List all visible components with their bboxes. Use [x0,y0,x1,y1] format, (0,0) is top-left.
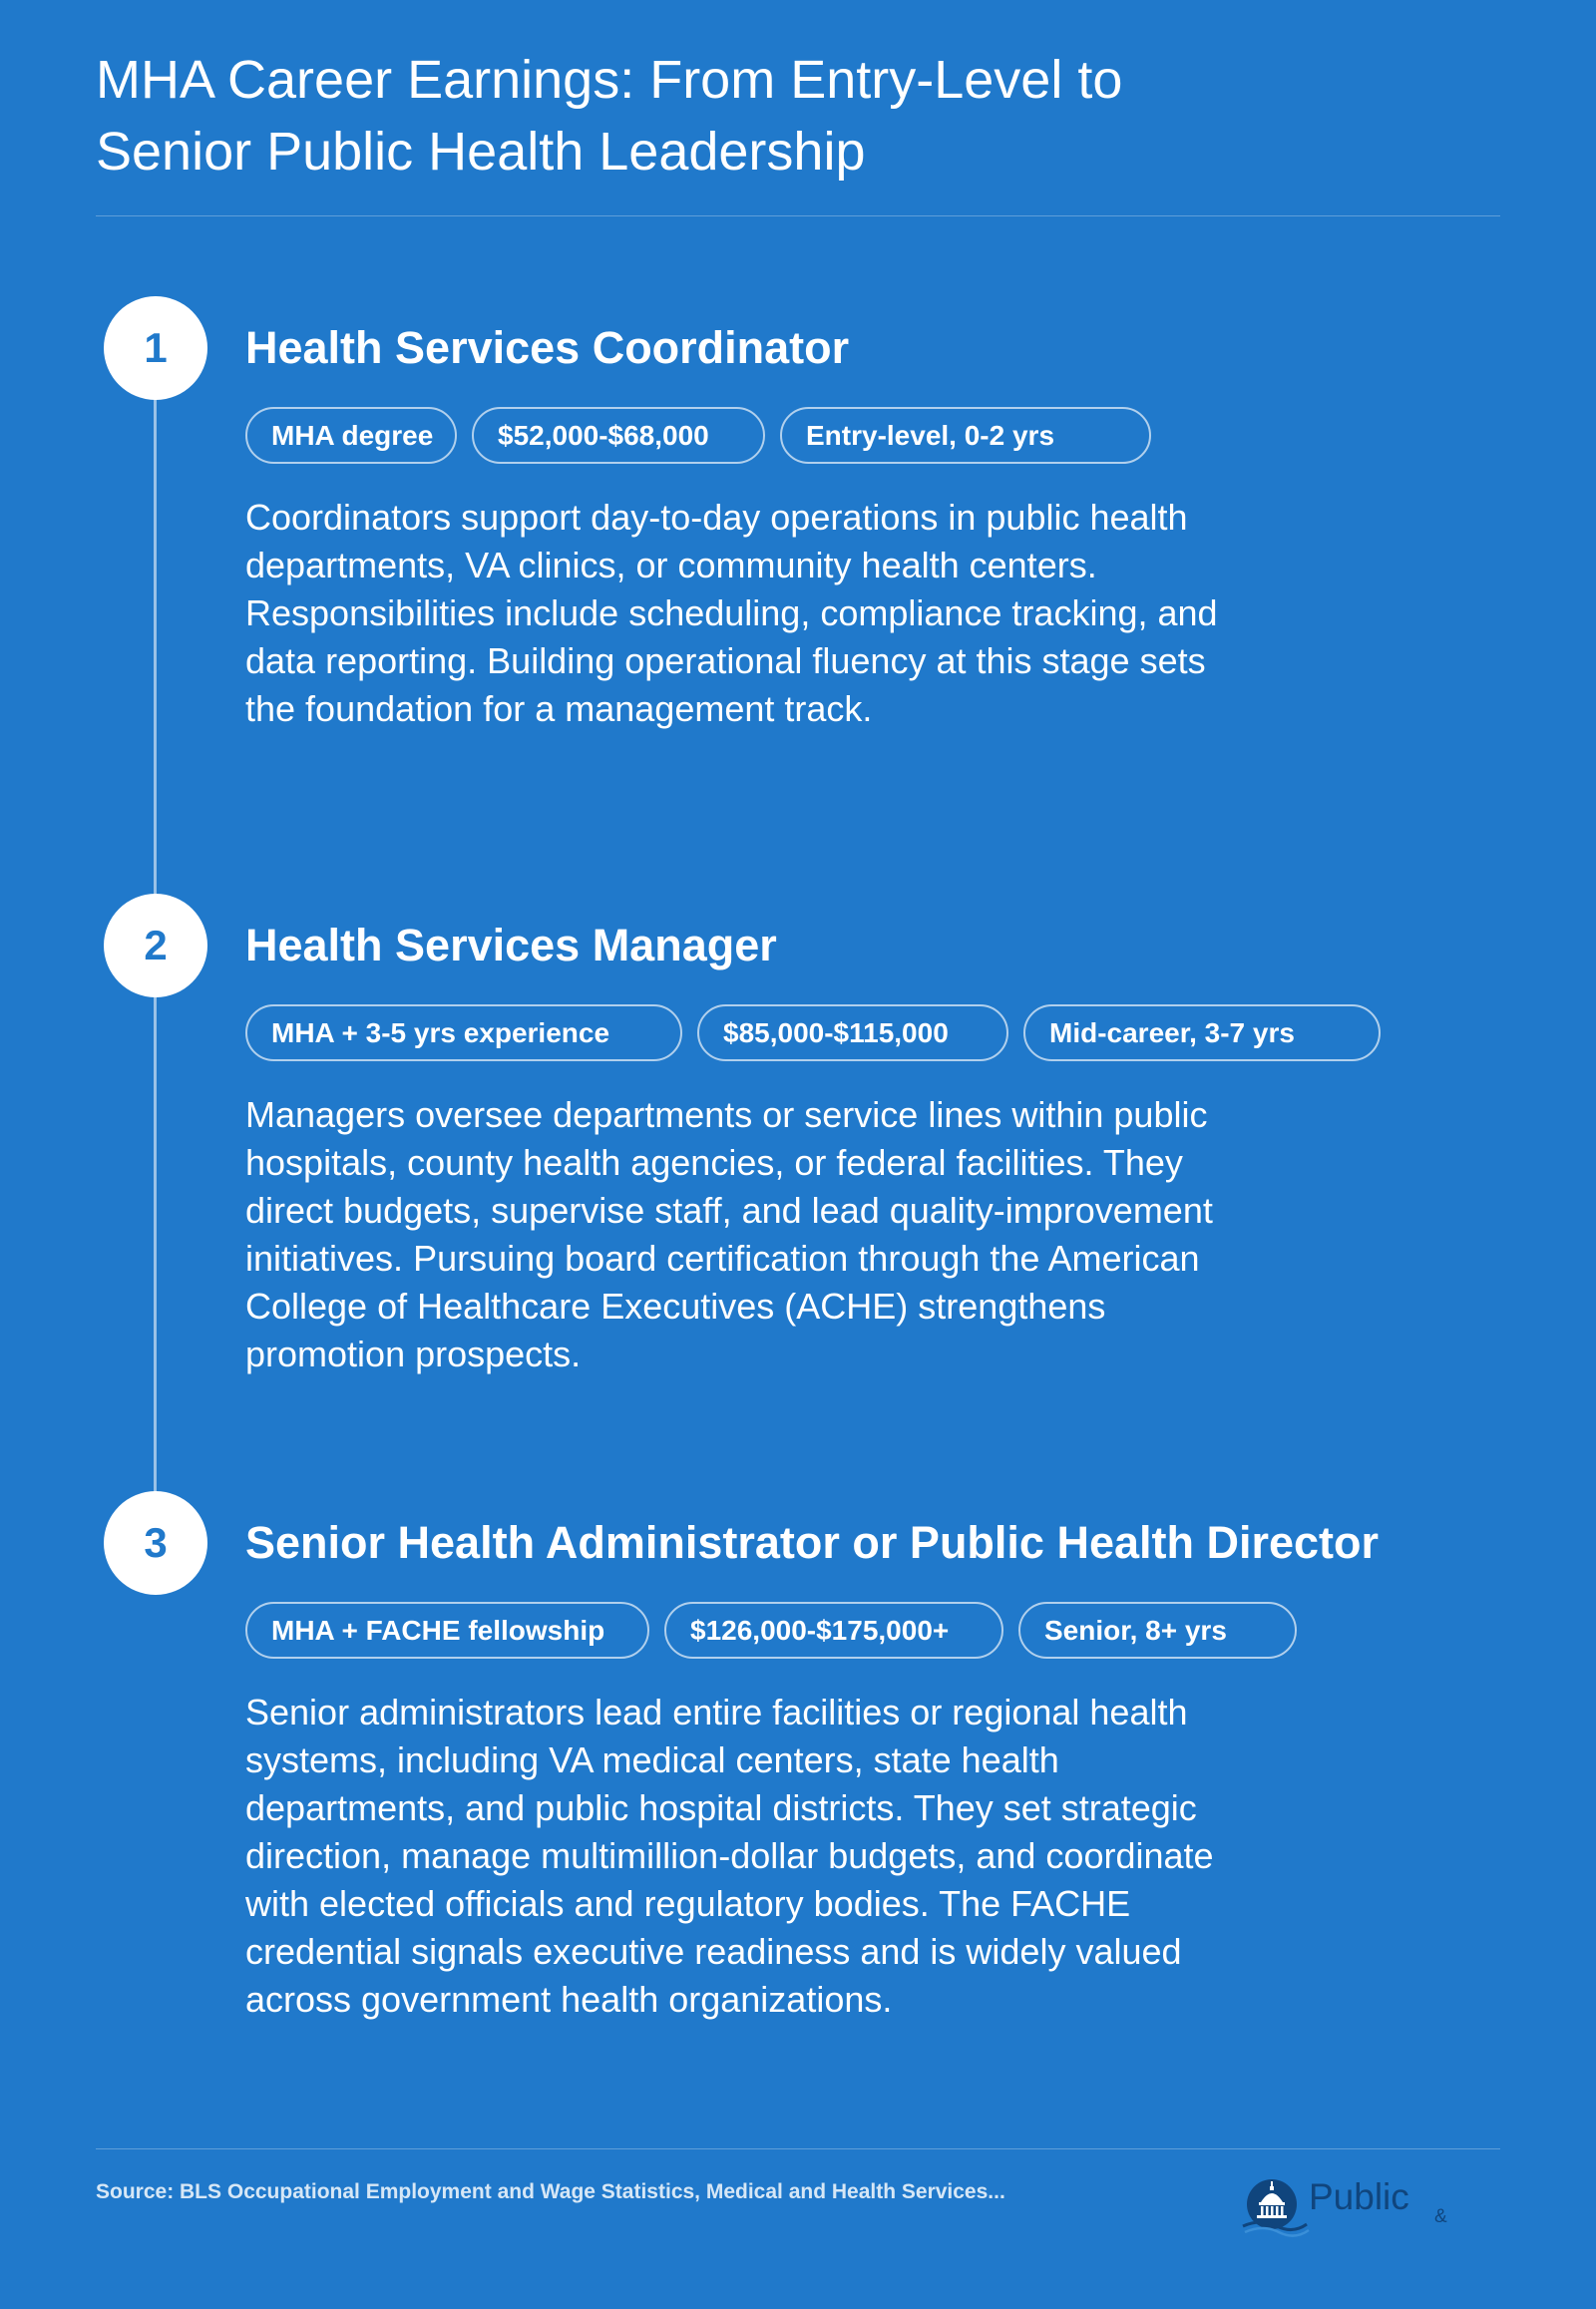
publisher-logo[interactable] [1241,2174,1500,2254]
source-note: Source: BLS Occupational Employment and Wage Statistics, Medical and Health Services... [96,2180,1005,2203]
logo-wordmark: Public [1309,2176,1409,2217]
step-2-description: Managers oversee departments or service lines within public hospitals, county health agencies, or federal facilities. They direct budgets, supervise staff, and lead quality-improvement initiatives. Pursuing board certification through the American College of Healthcare Executives (ACHE) strengthens promotion prospects. [245,1094,1213,1374]
step-3-description: Senior administrators lead entire facilities or regional health systems, including VA medical centers, state health departments, and public hospital districts. They set strategic direction, manage multimillion-dollar budgets, and coordinate with elected officials and regulatory bodies. The FACHE credential signals executive readiness and is widely valued across government health organizations. [245,1692,1214,2020]
page-title: MHA Career Earnings: From Entry-Level to Senior Public Health Leadership [96,50,1123,182]
step-3-tag-experience: Senior, 8+ yrs [1018,1602,1297,1659]
step-1-title: Health Services Coordinator [245,322,850,373]
step-1-tags [245,407,1151,464]
step-2-tags [245,1004,1381,1061]
step-1-tag-salary: $52,000-$68,000 [472,407,765,464]
step-2-tag-credential: MHA + 3-5 yrs experience [245,1004,682,1061]
step-1-number: 1 [104,296,207,400]
step-1-tag-experience: Entry-level, 0-2 yrs [780,407,1151,464]
step-2-tag-salary: $85,000-$115,000 [697,1004,1008,1061]
step-2-number: 2 [104,894,207,997]
capitol-dome-icon [1241,2174,1311,2244]
step-3-tag-credential: MHA + FACHE fellowship [245,1602,649,1659]
step-2-tag-experience: Mid-career, 3-7 yrs [1023,1004,1381,1061]
step-3-tag-salary: $126,000-$175,000+ [664,1602,1003,1659]
step-2-title: Health Services Manager [245,920,777,970]
step-1-tag-credential: MHA degree [245,407,457,464]
footer-divider [96,2148,1500,2149]
step-3-title: Senior Health Administrator or Public Health Director [245,1517,1380,1568]
step-3-tags [245,1602,1297,1659]
title-divider [96,215,1500,216]
step-1-description: Coordinators support day-to-day operations in public health departments, VA clinics, or community health centers. Responsibilities include scheduling, compliance tracking, and data reporting. Building operational fluency at this stage sets the foundation for a management track. [245,497,1218,729]
logo-ampersand: & [1434,2206,1447,2227]
step-3-number: 3 [104,1491,207,1595]
